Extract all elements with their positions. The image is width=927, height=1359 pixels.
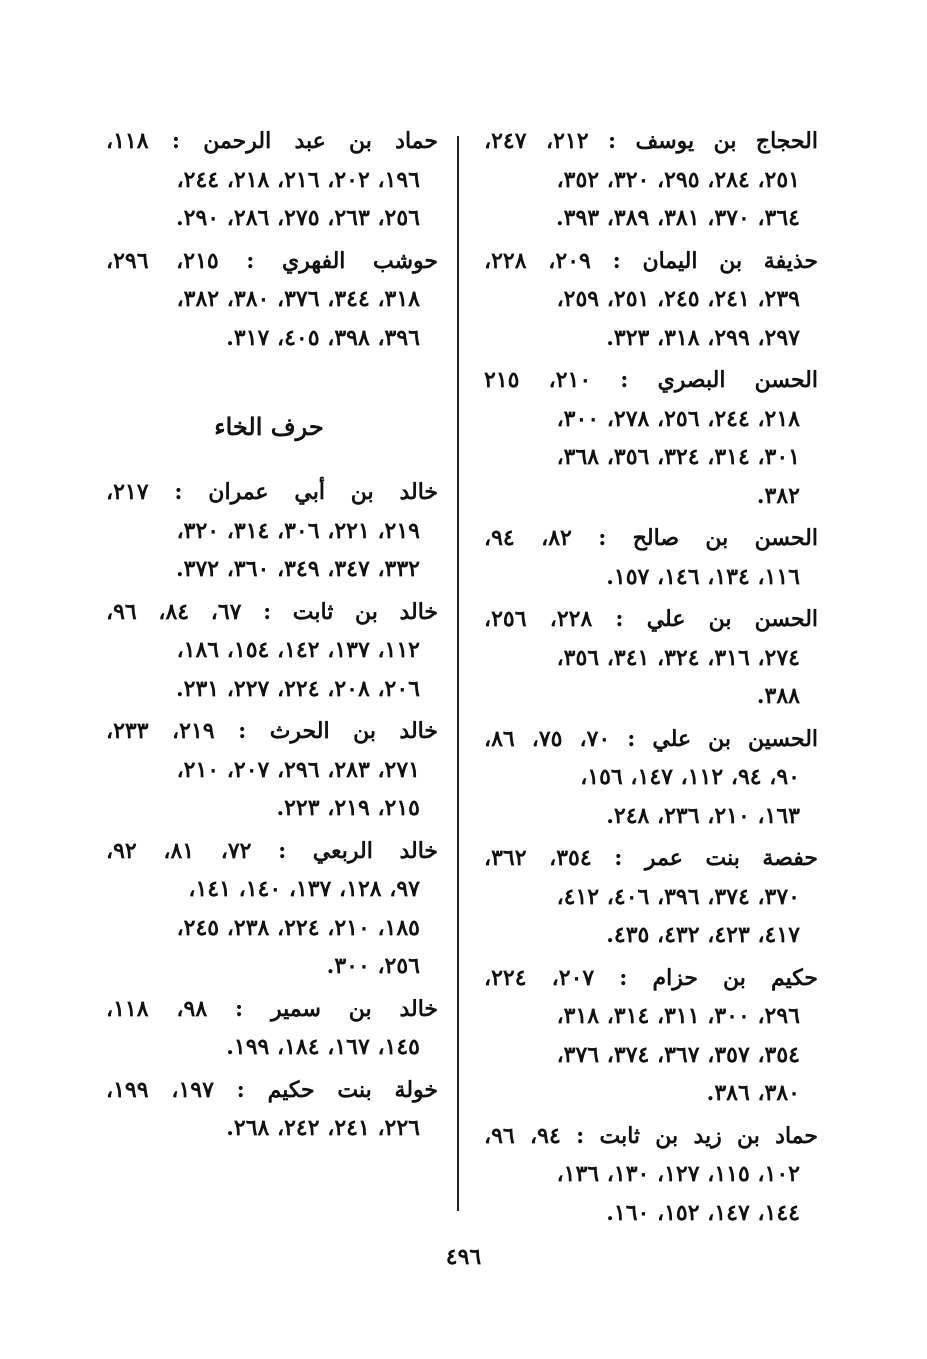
entry-heading-line: الحسن البصري : ٢١٠، ٢١٥	[484, 367, 818, 393]
entry-continuation-line: ٢٣٩، ٢٤١، ٢٤٥، ٢٥١، ٢٥٩،	[556, 286, 800, 312]
section-heading: حرف الخاء	[214, 412, 324, 441]
index-entry	[100, 990, 438, 1067]
entry-continuation-line: ٢٧٤، ٣١٦، ٣٢٤، ٣٤١، ٣٥٦،	[556, 644, 800, 671]
entry-continuation-line: ٣٦٤، ٣٧٠، ٣٨١، ٣٨٩، ٣٩٣.	[556, 205, 800, 231]
entry-continuation-line: ٢٩٧، ٢٩٩، ٣١٨، ٣٢٣.	[606, 324, 800, 351]
entry-continuation-line: ٣٨٢.	[756, 482, 800, 509]
entry-continuation-line: ٢١٥، ٢١٩، ٢٢٣.	[276, 795, 420, 821]
entry-heading-line: الحسين بن علي : ٧٠، ٧٥، ٨٦،	[484, 725, 818, 752]
entry-heading-line: خولة بنت حكيم : ١٩٧، ١٩٩،	[106, 1076, 438, 1103]
entry-continuation-line: ٤١٧، ٤٢٣، ٤٣٢، ٤٣٥.	[606, 922, 800, 948]
entry-continuation-line: ٢٩٦، ٣٠٠، ٣١١، ٣١٤، ٣١٨،	[556, 1003, 800, 1029]
index-group-kha	[100, 473, 438, 1148]
entry-continuation-line: ٢٧١، ٢٨٣، ٢٩٦، ٢٠٧، ٢١٠،	[176, 756, 420, 783]
entry-heading-line: حذيفة بن اليمان : ٢٠٩، ٢٢٨،	[484, 247, 818, 274]
entry-continuation-line: ١٩٦، ٢٠٢، ٢١٦، ٢١٨، ٢٤٤،	[176, 166, 420, 193]
index-entry	[100, 122, 438, 238]
index-entry	[100, 593, 438, 709]
entry-heading-line: خالد بن أبي عمران : ٢١٧،	[106, 479, 438, 505]
entry-continuation-line: ١٠٢، ١١٥، ١٢٧، ١٣٠، ١٣٦،	[556, 1161, 800, 1187]
index-entry	[100, 473, 438, 589]
entry-continuation-line: ٣٧٠، ٣٧٤، ٣٩٦، ٤٠٦، ٤١٢،	[556, 883, 800, 910]
index-entry	[478, 959, 818, 1113]
entry-heading-line: الحسن بن صالح : ٨٢، ٩٤،	[484, 525, 818, 551]
entry-continuation-line: ٣١٨، ٣٤٤، ٣٧٦، ٣٨٠، ٣٨٢،	[176, 286, 420, 312]
entry-continuation-line: ٣٨٨.	[756, 683, 800, 709]
entry-heading-line: الحسن بن علي : ٢٢٨، ٢٥٦،	[484, 606, 818, 632]
entry-heading-line: خالد الربعي : ٧٢، ٨١، ٩٢،	[106, 837, 438, 864]
entry-heading-line: خالد بن ثابت : ٦٧، ٨٤، ٩٦،	[106, 598, 438, 625]
entry-continuation-line: ٣٣٢، ٣٤٧، ٣٤٩، ٣٦٠، ٣٧٢.	[176, 556, 420, 582]
index-entry	[478, 600, 818, 716]
index-entry	[100, 242, 438, 358]
entry-continuation-line: ٢١٨، ٢٤٤، ٢٥٦، ٢٧٨، ٣٠٠،	[556, 405, 800, 432]
entry-continuation-line: ١١٢، ١٣٧، ١٤٢، ١٥٤، ١٨٦،	[176, 637, 420, 663]
index-entry	[478, 361, 818, 515]
index-entry	[100, 1071, 438, 1148]
index-entry	[478, 839, 818, 955]
entry-continuation-line: ٢١٩، ٢٢١، ٣٠٦، ٣١٤، ٣٢٠،	[176, 517, 420, 544]
entry-continuation-line: ٢٥١، ٢٨٤، ٢٩٥، ٣٢٠، ٣٥٢،	[556, 166, 800, 193]
entry-continuation-line: ٣٩٦، ٣٩٨، ٤٠٥، ٣١٧.	[226, 324, 420, 351]
entry-continuation-line: ١٦٣، ٢١٠، ٢٣٦، ٢٤٨.	[606, 802, 800, 829]
entry-heading-line: حكيم بن حزام : ٢٠٧، ٢٢٤،	[484, 964, 818, 991]
index-column-left	[100, 122, 438, 1152]
index-entry	[100, 712, 438, 828]
index-entry	[100, 832, 438, 986]
entry-continuation-line: ١١٦، ١٣٤، ١٤٦، ١٥٧.	[606, 563, 800, 590]
index-group-ha-continued	[100, 122, 438, 357]
entry-continuation-line: ٢٢٦، ٢٤١، ٢٤٢، ٢٦٨.	[226, 1115, 420, 1141]
entry-continuation-line: ١٨٥، ٢١٠، ٢٢٤، ٢٣٨، ٢٤٥،	[176, 914, 420, 941]
index-entry	[478, 720, 818, 836]
index-column-right	[478, 122, 818, 1236]
entry-heading-line: خالد بن سمير : ٩٨، ١١٨،	[106, 995, 438, 1022]
entry-continuation-line: ٩٧، ١٢٨، ١٣٧، ١٤٠، ١٤١،	[188, 876, 420, 902]
entry-heading-line: حماد بن زيد بن ثابت : ٩٤، ٩٦،	[484, 1122, 818, 1149]
entry-continuation-line: ٩٠، ٩٤، ١١٢، ١٤٧، ١٥٦،	[580, 764, 800, 790]
entry-heading-line: حفصة بنت عمر : ٣٥٤، ٣٦٢،	[484, 845, 818, 871]
entry-heading-line: خالد بن الحرث : ٢١٩، ٢٣٣،	[106, 718, 438, 744]
entry-heading-line: الحجاج بن يوسف : ٢١٢، ٢٤٧،	[484, 128, 818, 154]
index-entry	[478, 1117, 818, 1233]
entry-continuation-line: ٣٨٠، ٣٨٦.	[706, 1080, 800, 1106]
entry-continuation-line: ٢٥٦، ٣٠٠.	[326, 953, 420, 979]
entry-heading-line: حماد بن عبد الرحمن : ١١٨،	[106, 128, 438, 154]
index-entry	[478, 519, 818, 596]
entry-continuation-line: ٢٥٦، ٢٦٣، ٢٧٥، ٢٨٦، ٢٩٠.	[176, 205, 420, 231]
entry-continuation-line: ٢٠٦، ٢٠٨، ٢٢٤، ٢٢٧، ٢٣١.	[176, 675, 420, 702]
entry-continuation-line: ٣٠١، ٣١٤، ٣٢٤، ٣٥٦، ٣٦٨،	[556, 444, 800, 470]
entry-continuation-line: ١٤٤، ١٤٧، ١٥٢، ١٦٠.	[606, 1199, 800, 1226]
page-number: ٤٩٦	[445, 1244, 482, 1270]
entry-continuation-line: ١٤٥، ١٦٧، ١٨٤، ١٩٩.	[226, 1034, 420, 1060]
column-divider	[457, 136, 459, 1211]
entry-heading-line: حوشب الفهري : ٢١٥، ٢٩٦،	[106, 247, 438, 274]
entry-continuation-line: ٣٥٤، ٣٥٧، ٣٦٧، ٣٧٤، ٣٧٦،	[556, 1041, 800, 1068]
index-entry	[478, 122, 818, 238]
index-entry	[478, 242, 818, 358]
